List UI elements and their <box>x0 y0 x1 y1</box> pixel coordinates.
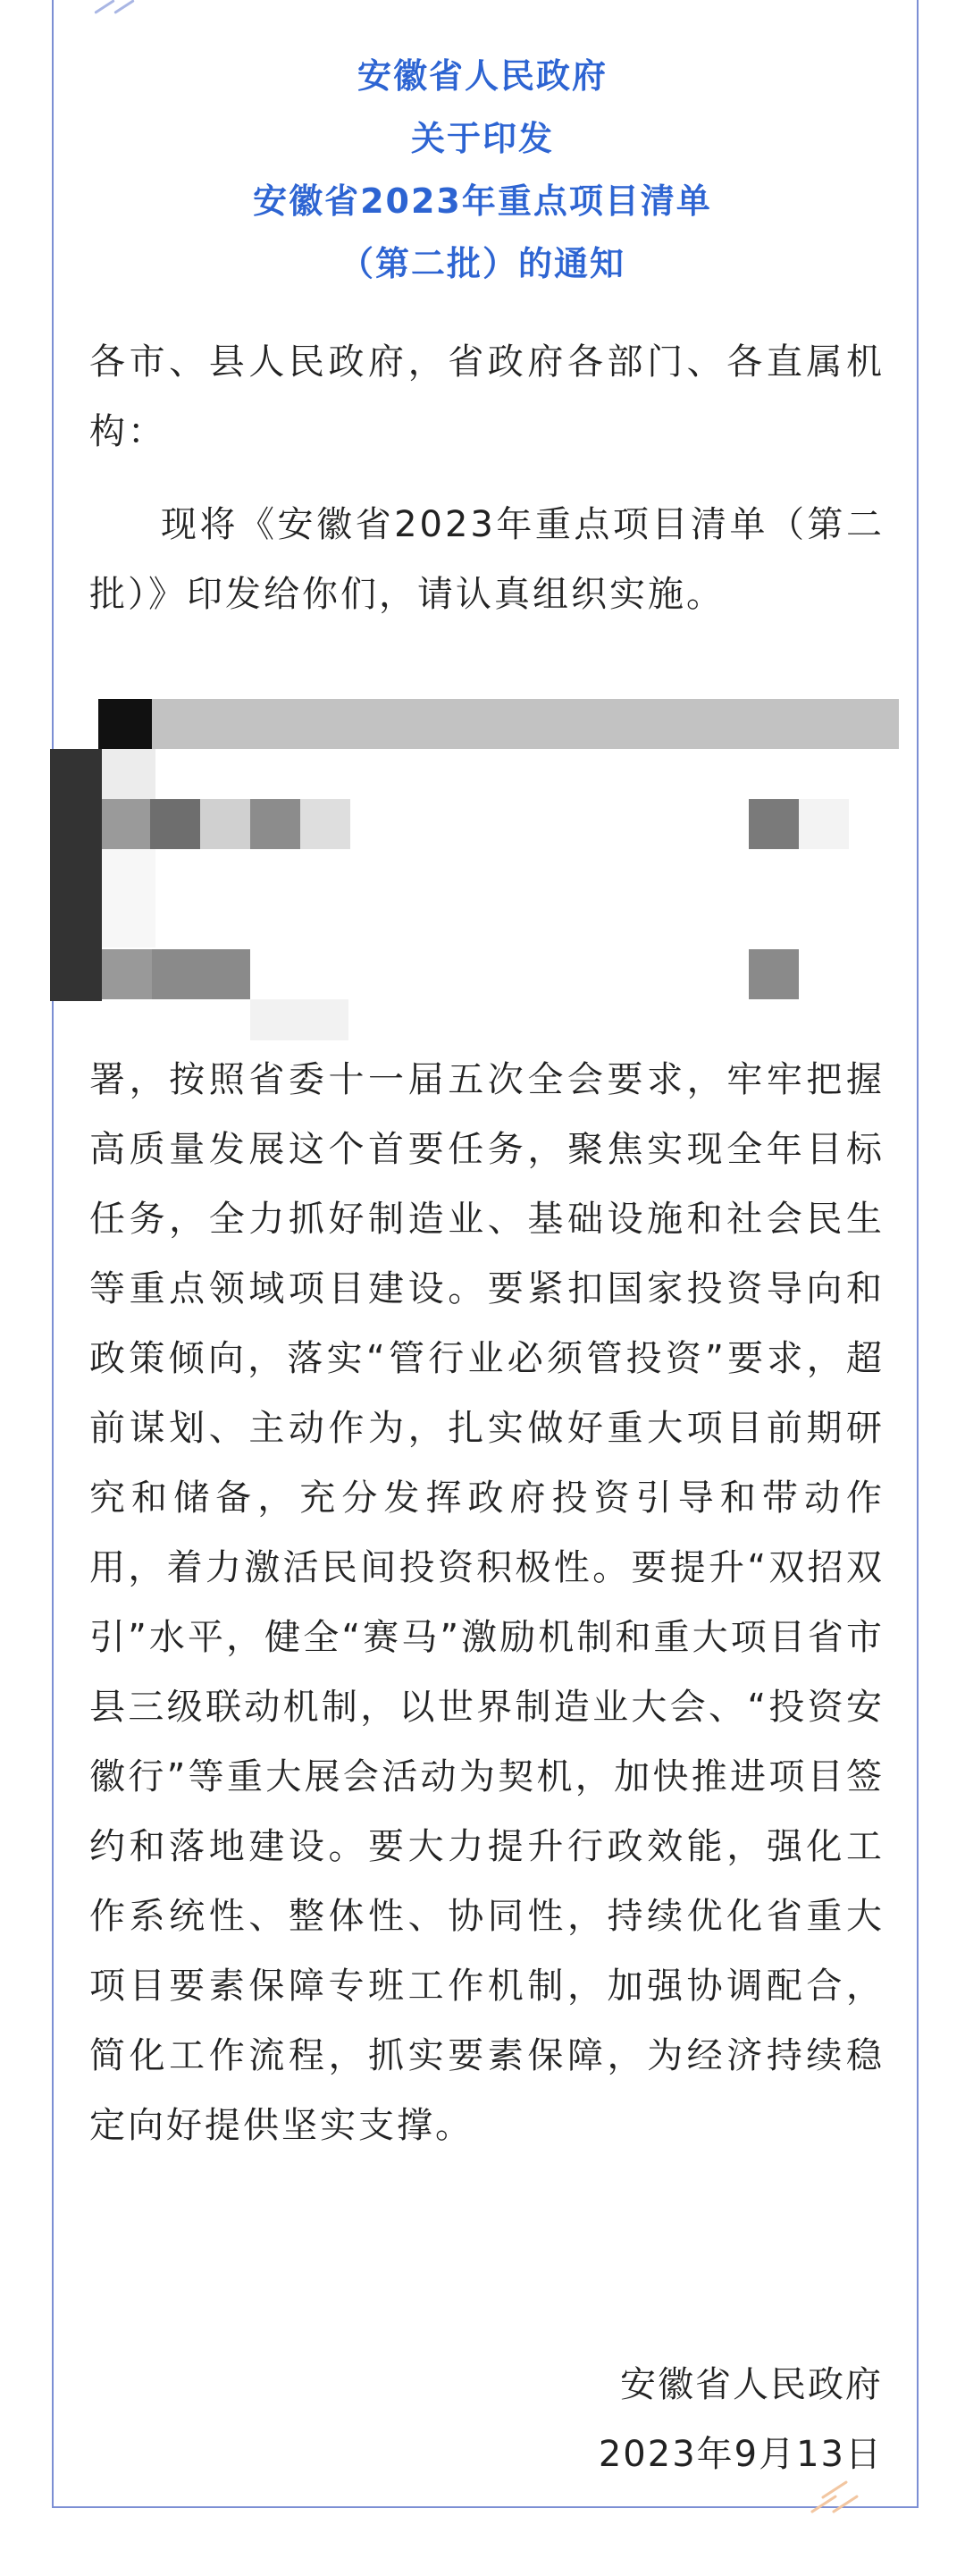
issuer-signature: 安徽省人民政府 <box>620 2364 883 2405</box>
corner-decoration-bottom <box>809 2483 880 2519</box>
intro-paragraph: 现将《安徽省2023年重点项目清单（第二批）》印发给你们，请认真组织实施。 <box>89 504 885 615</box>
title-line-2: 关于印发 <box>410 119 554 158</box>
main-paragraph: 署，按照省委十一届五次全会要求，牢牢把握高质量发展这个首要任务，聚焦实现全年目标任务，全力抓好制造业、基础设施和社会民生等重点领域项目建设。要紧扣国家投资导向和政策倾向，落实“管行业必须管投资”要求，超前谋划、主动作为，扎实做好重大项目前期研究和储备，充分发挥政府投资引导和带动作用，着力激活民间投资积极性。要提升“双招双引”水平，健全“赛马”激励机制和重大项目省市县三级联动机制，以世界制造业大会、“投资安徽行”等重大展会活动为契机，加快推进项目签约和落地建设。要大力提升行政效能，强化工作系统性、整体性、协同性，持续优化省重大项目要素保障专班工作机制，加强协调配合，简化工作流程，抓实要素保障，为经济持续稳定向好提供坚实支撑。 <box>89 1059 885 2146</box>
corner-decoration-top <box>93 0 147 14</box>
title-line-1: 安徽省人民政府 <box>357 56 608 96</box>
issue-date: 2023年9月13日 <box>598 2434 883 2475</box>
salutation: 各市、县人民政府，省政府各部门、各直属机构： <box>89 341 885 452</box>
title-line-3: 安徽省2023年重点项目清单 <box>253 181 712 221</box>
title-line-4: （第二批）的通知 <box>339 244 625 283</box>
